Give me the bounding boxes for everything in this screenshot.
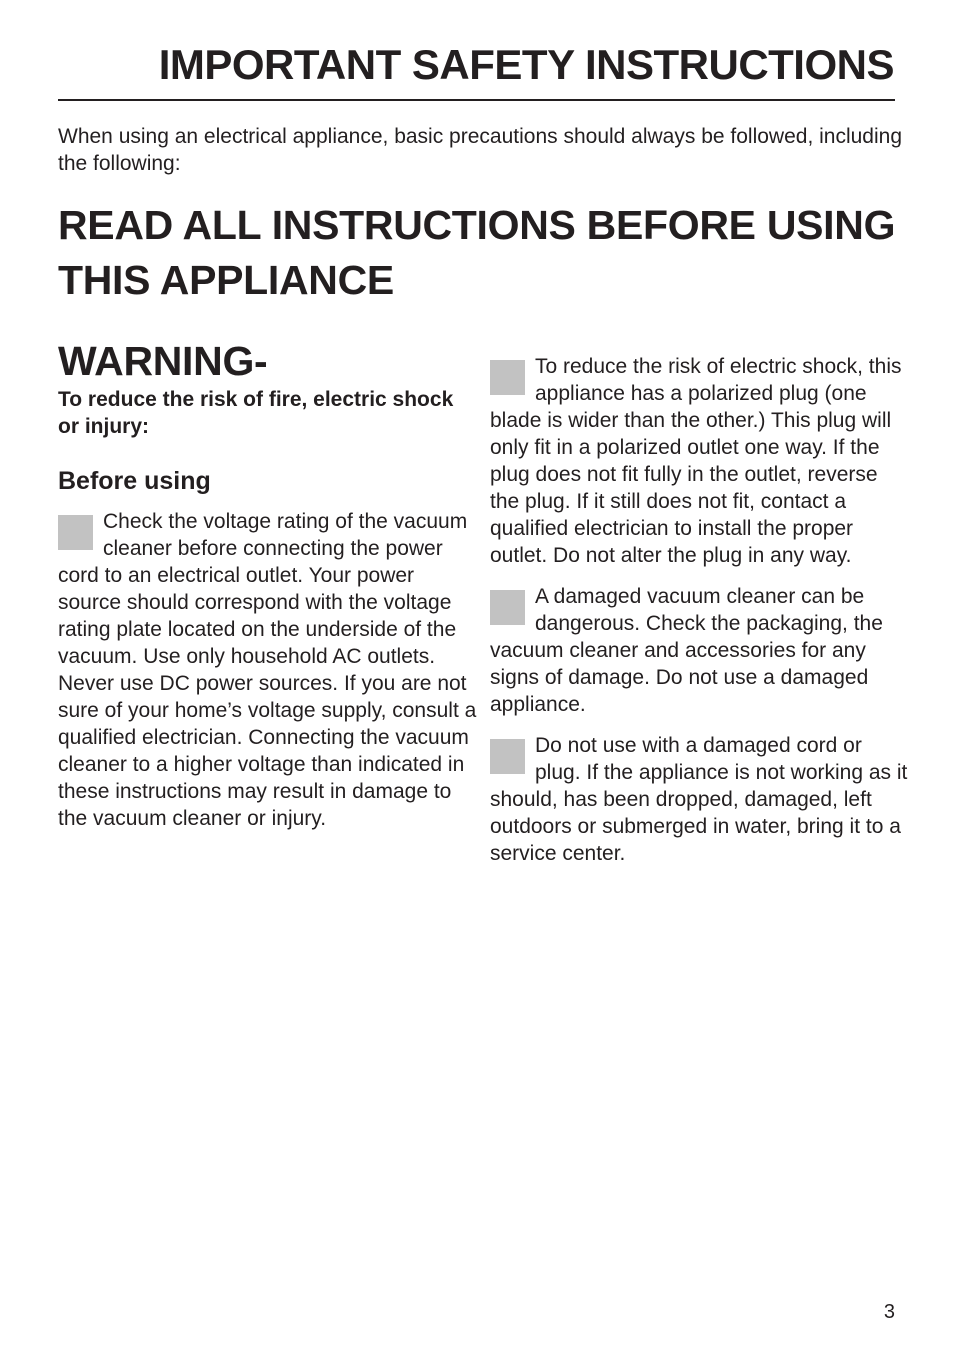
bullet-square-icon	[58, 515, 93, 550]
warning-subheading: To reduce the risk of fire, electric shock or injury:	[58, 388, 454, 438]
safety-item-text: Check the voltage rating of the vacuum cleaner before connecting the power cord to an electrical outlet. Your power source should correspond with the voltage rating plate located on the underside of the vacuum. Use only household AC outlets. Never use DC power sources. If you are not sure of your home’s voltage supply, consult a qualified electrician. Connecting the vacuum cleaner to a higher voltage than indicated in these instructions may result in damage to the vacuum cleaner or injury.	[58, 510, 477, 830]
safety-item-text: To reduce the risk of electric shock, this appliance has a polarized plug (one blade is wider than the other.) This plug will only fit in a polarized outlet one way. If the plug does not fit fully in the outlet, reverse the plug. If it still does not fit, contact a qualified electrician to install the proper outlet. Do not alter the plug in any way.	[490, 355, 902, 567]
bullet-square-icon	[490, 739, 525, 774]
safety-item	[490, 353, 910, 569]
bullet-square-icon	[490, 360, 525, 395]
safety-item-text: Do not use with a damaged cord or plug. If the appliance is not working as it should, has been dropped, damaged, left outdoors or submerged in water, bring it to a service center.	[490, 734, 908, 865]
before-using-heading: Before using	[58, 467, 211, 495]
warning-heading: WARNING-	[58, 338, 268, 384]
safety-item-text: A damaged vacuum cleaner can be dangerous. Check the packaging, the vacuum cleaner and accessories for any signs of damage. Do not use a damaged appliance.	[490, 585, 883, 716]
safety-item	[490, 583, 910, 718]
left-column	[58, 338, 478, 832]
intro-text: When using an electrical appliance, basic precautions should always be followed, including the following:	[58, 125, 902, 175]
right-column	[490, 353, 910, 867]
safety-item	[490, 732, 910, 867]
bullet-square-icon	[490, 590, 525, 625]
page-title: IMPORTANT SAFETY INSTRUCTIONS	[158, 41, 894, 88]
page-number: 3	[883, 1301, 895, 1323]
title-divider	[58, 99, 895, 101]
read-all-heading: READ ALL INSTRUCTIONS BEFORE USING THIS APPLIANCE	[58, 202, 896, 303]
safety-item	[58, 508, 478, 832]
